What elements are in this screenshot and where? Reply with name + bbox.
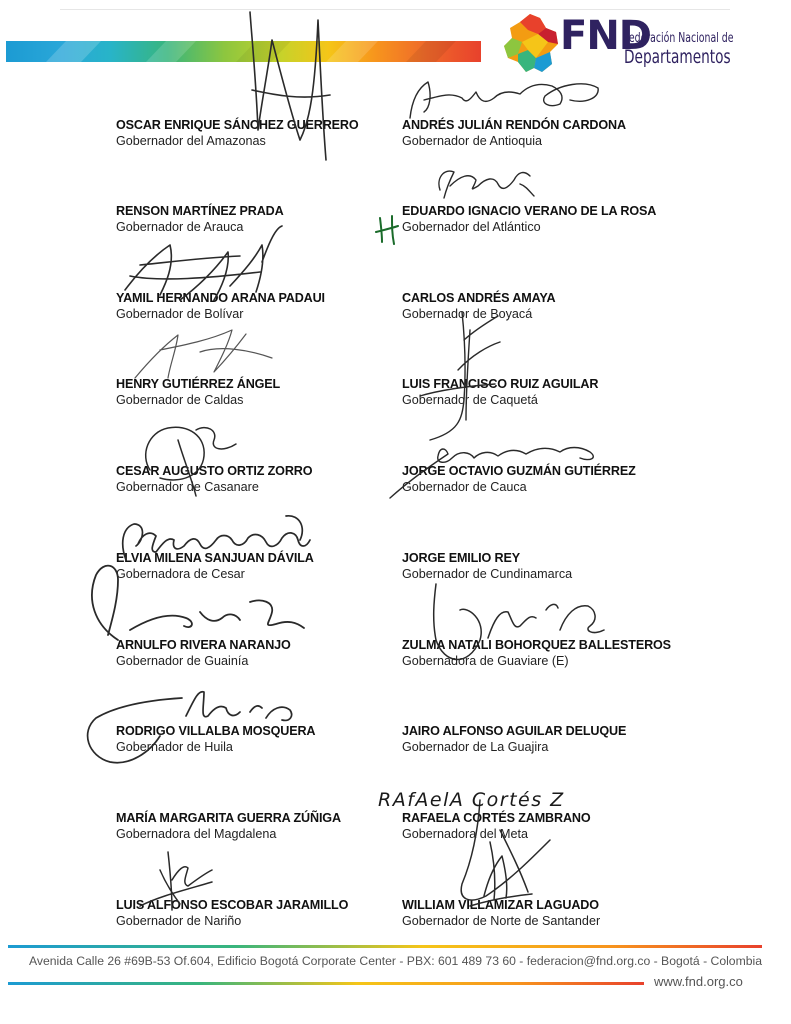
- signer-role: Gobernador de Cundinamarca: [402, 567, 573, 581]
- signer-block: [116, 463, 416, 496]
- signer-role: Gobernador de Norte de Santander: [402, 914, 601, 928]
- signer-role: Gobernador de Cauca: [402, 480, 527, 494]
- signer-block: [402, 550, 702, 583]
- signer-name: CARLOS ANDRÉS AMAYA: [402, 291, 556, 305]
- signer-block: [402, 637, 702, 670]
- signature-atlantico: [439, 171, 534, 198]
- signature-bolivar: [125, 226, 282, 300]
- signer-block: [116, 897, 416, 930]
- signer-name: LUIS FRANCISCO RUIZ AGUILAR: [402, 377, 599, 391]
- footer-top-rule: [8, 945, 762, 948]
- fnd-logo: [496, 8, 736, 78]
- signer-block: [402, 723, 702, 756]
- logo-acronym: FND: [560, 13, 652, 59]
- signer-block: [116, 203, 416, 236]
- footer-bottom-rule: [8, 982, 644, 985]
- signer-name: RAFAELA CORTÉS ZAMBRANO: [402, 811, 591, 825]
- signer-role: Gobernadora del Meta: [402, 827, 529, 841]
- signer-name: ZULMA NATALI BOHORQUEZ BALLESTEROS: [402, 638, 671, 652]
- signer-role: Gobernador de Nariño: [116, 914, 242, 928]
- signer-role: Gobernador de Guainía: [116, 654, 249, 668]
- signer-role: Gobernador de Boyacá: [402, 307, 533, 321]
- signer-name: ELVIA MILENA SANJUAN DÁVILA: [116, 551, 314, 565]
- signer-block: [116, 290, 416, 323]
- signer-name: EDUARDO IGNACIO VERANO DE LA ROSA: [402, 204, 657, 218]
- signer-block: [116, 376, 416, 409]
- signer-block: [402, 897, 702, 930]
- signer-block: [402, 376, 702, 409]
- signer-block: [116, 723, 416, 756]
- signer-name: ANDRÉS JULIÁN RENDÓN CARDONA: [402, 118, 626, 132]
- signer-role: Gobernador de Casanare: [116, 480, 259, 494]
- signer-role: Gobernador de Arauca: [116, 220, 244, 234]
- signer-block: [116, 117, 416, 150]
- signer-name: HENRY GUTIÉRREZ ÁNGEL: [116, 377, 281, 391]
- signer-name: YAMIL HERNANDO ARANA PADAUI: [116, 291, 325, 305]
- signer-name: OSCAR ENRIQUE SÁNCHEZ GUERRERO: [116, 118, 359, 132]
- signer-role: Gobernador de Caquetá: [402, 393, 538, 407]
- signer-block: [402, 203, 702, 236]
- signer-name: JAIRO ALFONSO AGUILAR DELUQUE: [402, 724, 627, 738]
- signer-name: RENSON MARTÍNEZ PRADA: [116, 204, 284, 218]
- signer-block: [116, 550, 416, 583]
- footer-address: Avenida Calle 26 #69B-53 Of.604, Edificio Bogotá Corporate Center - PBX: 601 489 73 60 - federacion@fnd.org.co - Bogotá - Colombia: [29, 954, 762, 968]
- signer-role: Gobernadora de Guaviare (E): [402, 654, 569, 668]
- signer-name: LUIS ALFONSO ESCOBAR JARAMILLO: [116, 898, 349, 912]
- signer-name: JORGE EMILIO REY: [402, 551, 520, 565]
- signer-role: Gobernador de Huila: [116, 740, 233, 754]
- signer-name: WILLIAM VILLAMIZAR LAGUADO: [402, 898, 599, 912]
- signature-caldas: [135, 330, 272, 378]
- logo-title-line2: Departamentos: [624, 46, 731, 68]
- signature-antioquia: [410, 82, 598, 118]
- signer-block: [116, 810, 416, 843]
- footer-website[interactable]: www.fnd.org.co: [654, 974, 743, 989]
- signer-role: Gobernador de La Guajira: [402, 740, 549, 754]
- signer-name: RODRIGO VILLALBA MOSQUERA: [116, 724, 316, 738]
- signer-block: [402, 810, 702, 843]
- signer-role: Gobernador de Caldas: [116, 393, 244, 407]
- signer-name: CESAR AUGUSTO ORTIZ ZORRO: [116, 464, 313, 478]
- signer-block: [116, 637, 416, 670]
- signer-role: Gobernador del Amazonas: [116, 134, 266, 148]
- header-color-bar: [6, 41, 481, 62]
- logo-title-line1: Federación Nacional de: [624, 31, 734, 46]
- signer-name: ARNULFO RIVERA NARANJO: [116, 638, 291, 652]
- signer-block: [402, 290, 702, 323]
- colombia-map-icon: [500, 12, 562, 76]
- signer-role: Gobernador del Atlántico: [402, 220, 541, 234]
- signer-role: Gobernador de Antioquia: [402, 134, 543, 148]
- signer-name: JORGE OCTAVIO GUZMÁN GUTIÉRREZ: [402, 464, 636, 478]
- meta-handwritten-signature: RAfAelA Cortés Z: [378, 789, 565, 811]
- signer-role: Gobernadora de Cesar: [116, 567, 245, 581]
- signer-role: Gobernador de Bolívar: [116, 307, 244, 321]
- signer-block: [402, 117, 702, 150]
- signer-block: [402, 463, 702, 496]
- signer-role: Gobernadora del Magdalena: [116, 827, 277, 841]
- signer-name: MARÍA MARGARITA GUERRA ZÚÑIGA: [116, 811, 341, 825]
